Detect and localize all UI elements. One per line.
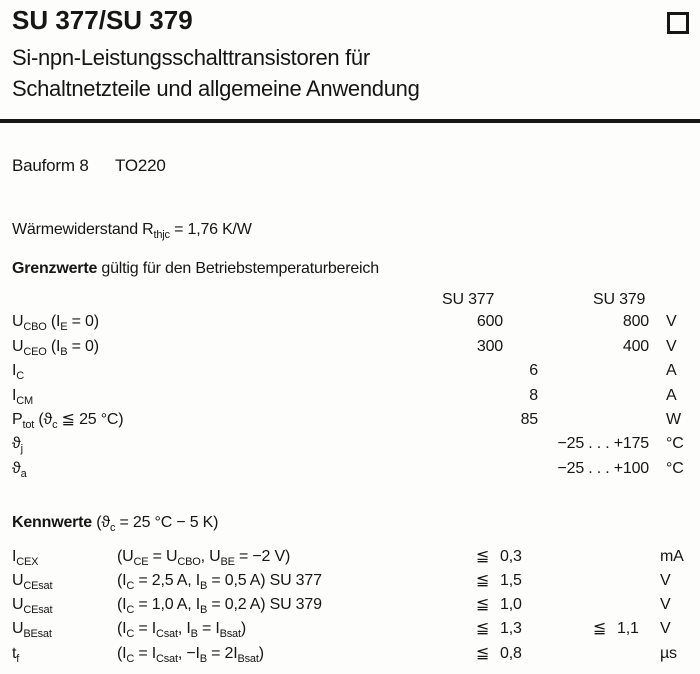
value-shared: 6 — [529, 362, 538, 379]
row-label: $U_{CEO}$ $(I_B = 0)$ — [12, 338, 99, 358]
symbol-label: $t_f$ — [12, 645, 20, 665]
char-row-icex — [0, 547, 700, 569]
row-label: $I_{CM}$ — [12, 387, 33, 407]
limit-value: 0,8 — [500, 645, 522, 662]
condition-label: ($I_C = I_{Csat}$, $I_B = I_{Bsat}$) — [117, 620, 246, 640]
corner-box-icon — [667, 12, 689, 34]
row-label: $U_{CBO}$ $(I_E = 0)$ — [12, 313, 99, 333]
package-name: TO220 — [115, 156, 166, 175]
limits-column-header-row — [0, 290, 700, 312]
row-label: $P_{tot}$ ($ϑ_c$ ≦ 25 °C) — [12, 411, 124, 431]
char-row-ubesat — [0, 619, 700, 641]
le-sign: ≦ — [476, 548, 490, 565]
limit-value: 1,5 — [500, 572, 522, 589]
limits-heading-rest: gültig für den Betriebstemperaturbereich — [101, 260, 379, 277]
row-label: $I_C$ — [12, 362, 24, 382]
char-row-ucesat-379 — [0, 595, 700, 617]
unit-label: A — [666, 362, 677, 379]
page-subtitle — [12, 42, 420, 104]
unit-label: °C — [666, 435, 684, 452]
value-su377: 300 — [476, 338, 503, 355]
le-sign: ≦ — [476, 572, 490, 589]
limits-row-theta-a — [0, 459, 700, 481]
condition-label: ($I_C = 1,0$ A, $I_B = 0,2$ A) SU 379 — [117, 596, 322, 616]
unit-label: µs — [660, 645, 677, 662]
limit-value: 1,0 — [500, 596, 522, 613]
unit-label: °C — [666, 460, 684, 477]
column-header-su377: SU 377 — [442, 291, 495, 308]
le-sign: ≦ — [476, 596, 490, 613]
limits-heading — [12, 260, 379, 278]
row-label: $ϑ_j$ — [12, 435, 23, 455]
subtitle-line-1: Si-npn-Leistungsschalttransistoren für — [12, 45, 370, 70]
column-header-su379: SU 379 — [593, 291, 646, 308]
bauform-label: Bauform 8 — [12, 156, 89, 175]
unit-label: mA — [660, 548, 684, 565]
limits-row-ucbo — [0, 312, 700, 334]
value-su377: 600 — [476, 313, 503, 330]
value-su379: 800 — [622, 313, 649, 330]
characteristics-heading — [12, 514, 218, 532]
limits-row-ptot — [0, 410, 700, 432]
header-divider-rule — [0, 119, 700, 123]
row-label: $ϑ_a$ — [12, 460, 27, 480]
unit-label: V — [660, 572, 671, 589]
thermal-resistance-line: Wärmewiderstand $R_{thjc} = 1,76$ K/W — [12, 221, 252, 241]
le-sign: ≦ — [476, 645, 490, 662]
value-shared: 8 — [529, 387, 538, 404]
unit-label: V — [666, 313, 677, 330]
value-su379: 400 — [622, 338, 649, 355]
unit-label: A — [666, 387, 677, 404]
symbol-label: $U_{CEsat}$ — [12, 572, 53, 592]
condition-label: ($I_C = I_{Csat}$, $-I_B = 2I_{Bsat}$) — [117, 645, 264, 665]
condition-label: ($U_{CE} = U_{CBO}$, $U_{BE} = -2$ V) — [117, 548, 291, 568]
limit-value: 1,3 — [500, 620, 522, 637]
unit-label: V — [666, 338, 677, 355]
value-range: −25 . . . +100 — [557, 460, 649, 477]
second-le-sign: ≦ — [593, 620, 607, 637]
second-limit-value: 1,1 — [617, 620, 639, 637]
limits-row-ic — [0, 361, 700, 383]
symbol-label: $I_{CEX}$ — [12, 548, 39, 568]
package-line — [12, 156, 312, 176]
unit-label: V — [660, 620, 671, 637]
symbol-label: $U_{CEsat}$ — [12, 596, 53, 616]
unit-label: V — [660, 596, 671, 613]
char-row-ucesat-377 — [0, 571, 700, 593]
limits-row-uceo — [0, 337, 700, 359]
page-title: SU 377/SU 379 — [12, 5, 193, 35]
condition-label: ($I_C = 2,5$ A, $I_B = 0,5$ A) SU 377 — [117, 572, 322, 592]
limits-heading-word: Grenzwerte — [12, 260, 98, 277]
limits-row-icm — [0, 386, 700, 408]
char-row-tf — [0, 644, 700, 666]
characteristics-heading-condition: ($ϑ_c = 25$ °C − 5 K) — [96, 514, 219, 534]
le-sign: ≦ — [476, 620, 490, 637]
value-range: −25 . . . +175 — [557, 435, 649, 452]
value-shared: 85 — [520, 411, 538, 428]
limit-value: 0,3 — [500, 548, 522, 565]
limits-row-theta-j — [0, 434, 700, 456]
symbol-label: $U_{BEsat}$ — [12, 620, 52, 640]
unit-label: W — [666, 411, 681, 428]
subtitle-line-2: Schaltnetzteile und allgemeine Anwendung — [12, 76, 420, 101]
characteristics-heading-word: Kennwerte — [12, 514, 92, 531]
